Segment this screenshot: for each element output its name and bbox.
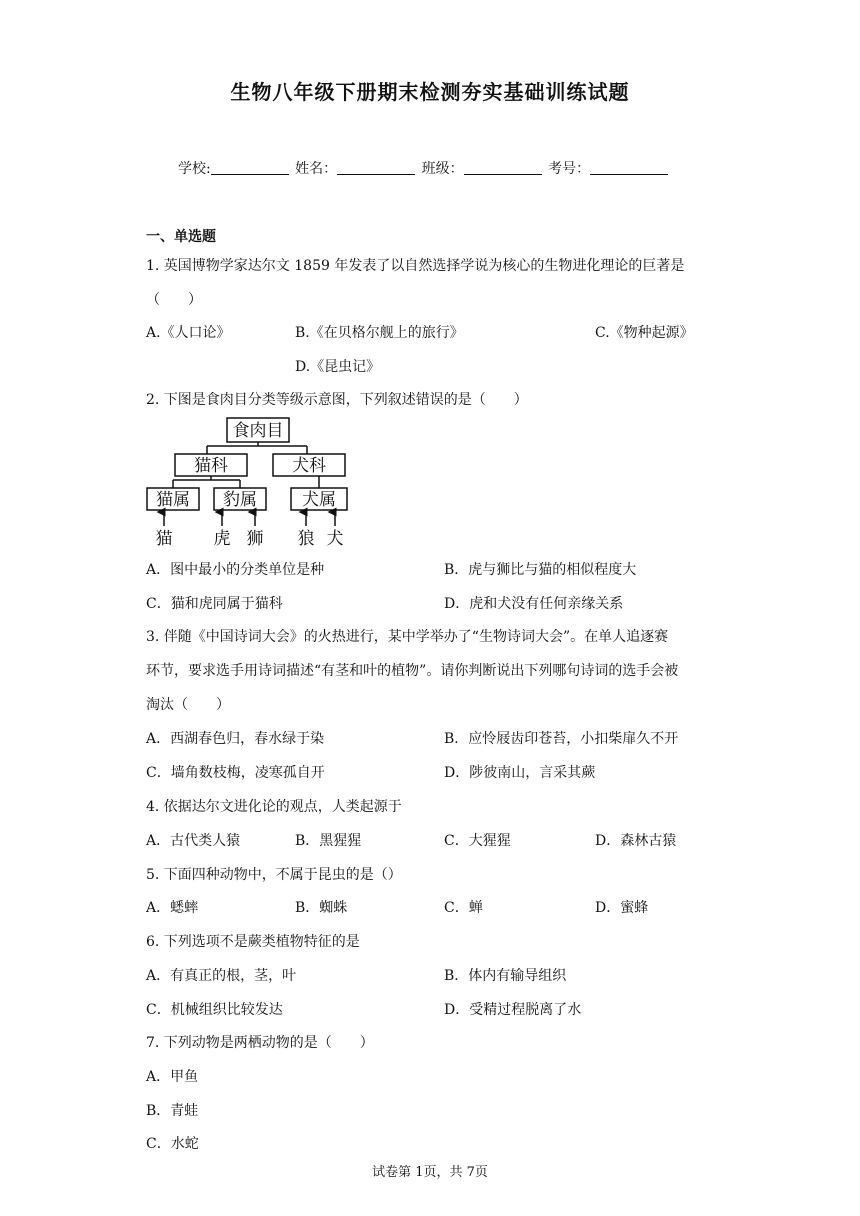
order-label: 食肉目	[232, 421, 284, 441]
q7-option-c: C．水蛇	[146, 1136, 199, 1152]
q2-option-c: C．猫和虎同属于猫科	[146, 596, 283, 612]
page-footer: 试卷第 1页，共 7页	[372, 1165, 488, 1180]
q6-option-b: B．体内有输导组织	[444, 968, 567, 984]
q4-option-b: B．黑猩猩	[295, 833, 362, 849]
q3-option-a: A．西湖春色归，春水绿于染	[146, 731, 325, 747]
q2-option-a: A．图中最小的分类单位是种	[146, 562, 325, 578]
q1-option-a: A.《人口论》	[146, 325, 231, 341]
family-label-cat: 猫科	[194, 456, 228, 476]
q5-option-d: D．蜜蜂	[595, 900, 649, 916]
genus-label-canis: 犬属	[302, 490, 336, 510]
q2-stem: 2. 下图是食肉目分类等级示意图，下列叙述错误的是（ ）	[146, 392, 528, 408]
q3-option-c: C．墙角数枝梅，凌寒孤自开	[146, 765, 325, 781]
school-label: 学校:	[178, 161, 211, 177]
q3-stem-line2: 环节，要求选手用诗词描述“有茎和叶的植物”。请你判断说出下列哪句诗词的选手会被	[146, 663, 679, 679]
q7-option-b: B．青蛙	[146, 1103, 199, 1119]
q3-option-b: B．应怜屐齿印苍苔，小扣柴扉久不开	[444, 731, 679, 747]
q1-stem-bracket: （ ）	[146, 292, 202, 308]
species-wolf: 狼	[297, 529, 315, 549]
classification-tree	[144, 416, 364, 550]
q4-option-d: D．森林古猿	[595, 833, 677, 849]
genus-label-panthera: 豹属	[223, 490, 257, 510]
q6-option-a: A．有真正的根，茎，叶	[146, 968, 297, 984]
q3-stem-line3: 淘汰（ ）	[146, 697, 230, 713]
family-label-dog: 犬科	[292, 456, 326, 476]
q6-stem: 6. 下列选项不是蕨类植物特征的是	[146, 934, 360, 950]
class-label: 班级：	[421, 161, 464, 177]
q5-option-a: A．蟋蟀	[146, 900, 199, 916]
q1-stem: 1. 英国博物学家达尔文 1859 年发表了以自然选择学说为核心的生物进化理论的巨著是	[146, 258, 685, 274]
exam-number-blank	[590, 160, 668, 175]
q7-stem: 7. 下列动物是两栖动物的是（ ）	[146, 1035, 374, 1051]
student-info-line	[178, 158, 670, 178]
q1-option-d: D.《昆虫记》	[295, 359, 381, 375]
q5-option-b: B．蜘蛛	[295, 900, 348, 916]
species-lion: 狮	[246, 529, 264, 549]
q1-option-b: B.《在贝格尔舰上的旅行》	[295, 325, 464, 341]
q7-option-a: A．甲鱼	[146, 1069, 199, 1085]
q5-stem: 5. 下面四种动物中，不属于昆虫的是（）	[146, 867, 402, 883]
q4-stem: 4. 依据达尔文进化论的观点，人类起源于	[146, 799, 402, 815]
q3-stem-line1: 3. 伴随《中国诗词大会》的火热进行，某中学举办了“生物诗词大会”。在单人追逐赛	[146, 629, 669, 645]
school-blank	[211, 160, 289, 175]
class-blank	[464, 160, 542, 175]
exam-title: 生物八年级下册期末检测夯实基础训练试题	[230, 80, 630, 104]
name-label: 姓名：	[295, 161, 338, 177]
species-cat: 猫	[155, 529, 173, 549]
name-blank	[337, 160, 415, 175]
q1-option-c: C.《物种起源》	[595, 325, 694, 341]
section-title: 一、单选题	[146, 229, 216, 245]
q6-option-c: C．机械组织比较发达	[146, 1002, 283, 1018]
q2-option-d: D．虎和犬没有任何亲缘关系	[444, 596, 624, 612]
species-dog: 犬	[326, 529, 344, 549]
q6-option-d: D．受精过程脱离了水	[444, 1002, 582, 1018]
classification-diagram	[144, 416, 364, 550]
species-tiger: 虎	[213, 529, 231, 549]
exam-number-label: 考号：	[548, 161, 591, 177]
q4-option-a: A．古代类人猿	[146, 833, 241, 849]
q2-option-b: B．虎与狮比与猫的相似程度大	[444, 562, 637, 578]
q3-option-d: D．陟彼南山，言采其蕨	[444, 765, 596, 781]
q5-option-c: C．蝉	[444, 900, 483, 916]
q4-option-c: C．大猩猩	[444, 833, 511, 849]
genus-label-cat: 猫属	[156, 490, 190, 510]
